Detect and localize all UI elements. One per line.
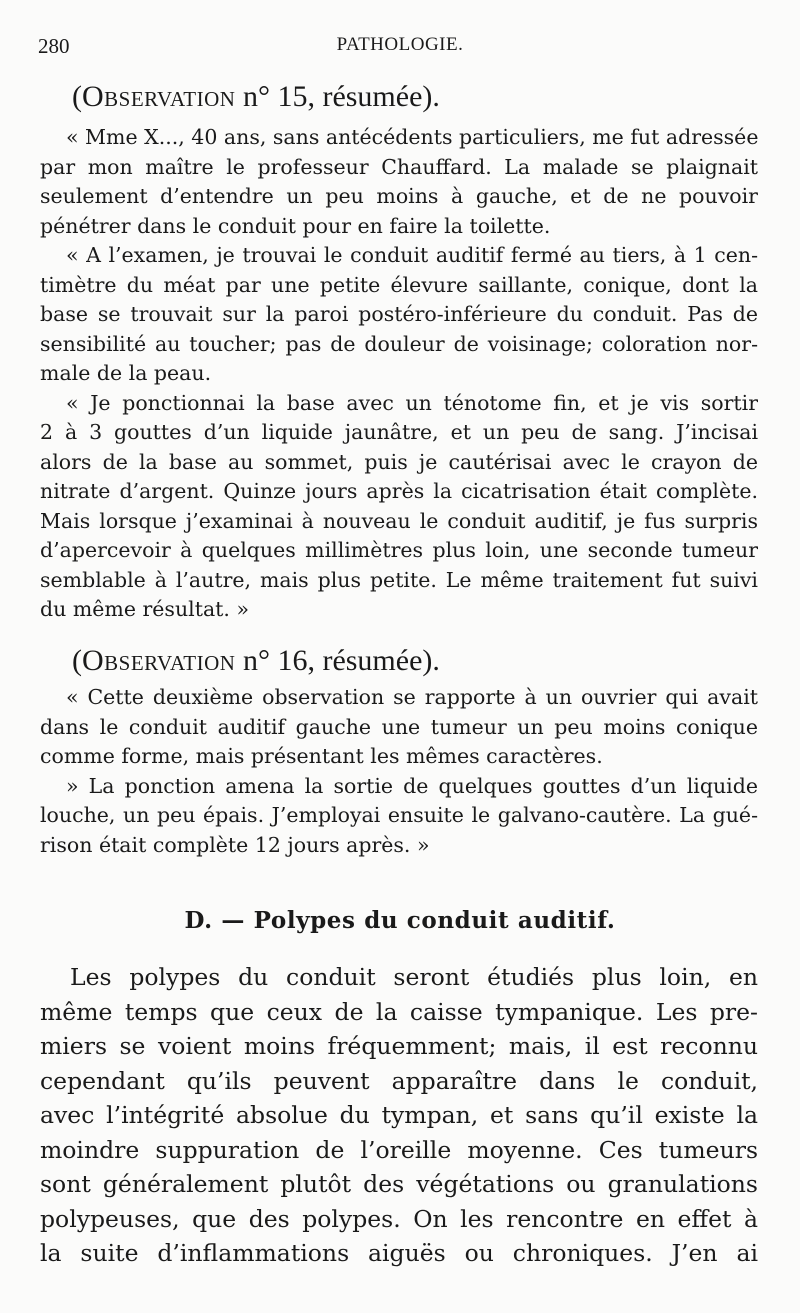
- observation-16-heading-rest: n° 16, résumée).: [235, 644, 440, 677]
- text-line: la suite d’inflammations aiguës ou chroniques. J’en ai: [40, 1239, 758, 1267]
- text-line: alors de la base au sommet, puis je cautérisai avec le crayon de: [40, 449, 758, 474]
- page-number: 280: [38, 34, 70, 58]
- observation-15-heading: [72, 80, 440, 114]
- observation-15-heading-open: (: [72, 80, 82, 113]
- text-line: même temps que ceux de la caisse tympanique. Les pre-: [40, 997, 758, 1026]
- text-line: « A l’examen, je trouvai le conduit auditif fermé au tiers, à 1 cen-: [66, 243, 758, 267]
- text-line: pénétrer dans le conduit pour en faire la toilette.: [40, 213, 551, 238]
- text-line: dans le conduit auditif gauche une tumeur un peu moins conique: [40, 714, 758, 739]
- text-line: miers se voient moins fréquemment; mais, il est reconnu: [40, 1032, 758, 1060]
- text-line: moindre suppuration de l’oreille moyenne. Ces tumeurs: [40, 1135, 758, 1164]
- text-line: sont généralement plutôt des végétations ou granulations: [40, 1170, 758, 1198]
- observation-15-text: [40, 123, 758, 625]
- text-line: d’apercevoir à quelques millimètres plus loin, une seconde tumeur: [40, 538, 758, 562]
- text-line: timètre du méat par une petite élevure saillante, conique, dont la: [40, 272, 758, 297]
- text-line: polypeuses, que des polypes. On les rencontre en effet à: [40, 1204, 758, 1233]
- observation-16-heading-label: Observation: [82, 644, 236, 677]
- text-line: semblable à l’autre, mais plus petite. Le même traitement fut suivi: [40, 567, 758, 592]
- text-line: louche, un peu épais. J’employai ensuite le galvano-cautère. La gué-: [40, 803, 758, 827]
- text-line: Les polypes du conduit seront étudiés plus loin, en: [70, 963, 758, 991]
- text-line: seulement d’entendre un peu moins à gauche, et de ne pouvoir: [40, 184, 758, 208]
- text-line: avec l’intégrité absolue du tympan, et sans qu’il existe la: [40, 1101, 758, 1129]
- text-line: 2 à 3 gouttes d’un liquide jaunâtre, et un peu de sang. J’incisai: [40, 420, 758, 444]
- text-line: male de la peau.: [40, 361, 212, 385]
- text-line: rison était complète 12 jours après. »: [40, 832, 430, 857]
- section-d-title: D. — Polypes du conduit auditif.: [184, 907, 616, 934]
- text-line: comme forme, mais présentant les mêmes caractères.: [40, 744, 603, 768]
- observation-16-heading-open: (: [72, 644, 82, 677]
- text-line: « Mme X..., 40 ans, sans antécédents particuliers, me fut adressée: [66, 125, 758, 149]
- text-line: nitrate d’argent. Quinze jours après la cicatrisation était complète.: [40, 479, 758, 503]
- section-d-text: [40, 960, 758, 1271]
- text-line: sensibilité au toucher; pas de douleur de voisinage; coloration nor-: [40, 331, 758, 356]
- observation-16-text: [40, 683, 758, 860]
- observation-15-heading-label: Observation: [82, 80, 236, 113]
- text-line: base se trouvait sur la paroi postéro-inférieure du conduit. Pas de: [40, 302, 758, 326]
- text-line: cependant qu’ils peuvent apparaître dans le conduit,: [40, 1066, 758, 1095]
- text-line: « Cette deuxième observation se rapporte à un ouvrier qui avait: [66, 685, 758, 709]
- text-line: » La ponction amena la sortie de quelques gouttes d’un liquide: [66, 773, 758, 798]
- running-head: PATHOLOGIE.: [336, 34, 464, 55]
- text-line: par mon maître le professeur Chauffard. La malade se plaignait: [40, 154, 758, 179]
- observation-15-heading-rest: n° 15, résumée).: [235, 80, 440, 113]
- text-line: Mais lorsque j’examinai à nouveau le conduit auditif, je fus surpris: [40, 508, 758, 533]
- page-header: [38, 34, 762, 62]
- observation-16-heading: [72, 644, 440, 678]
- text-line: « Je ponctionnai la base avec un ténotome fin, et je vis sortir: [66, 390, 758, 415]
- text-line: du même résultat. »: [40, 597, 249, 621]
